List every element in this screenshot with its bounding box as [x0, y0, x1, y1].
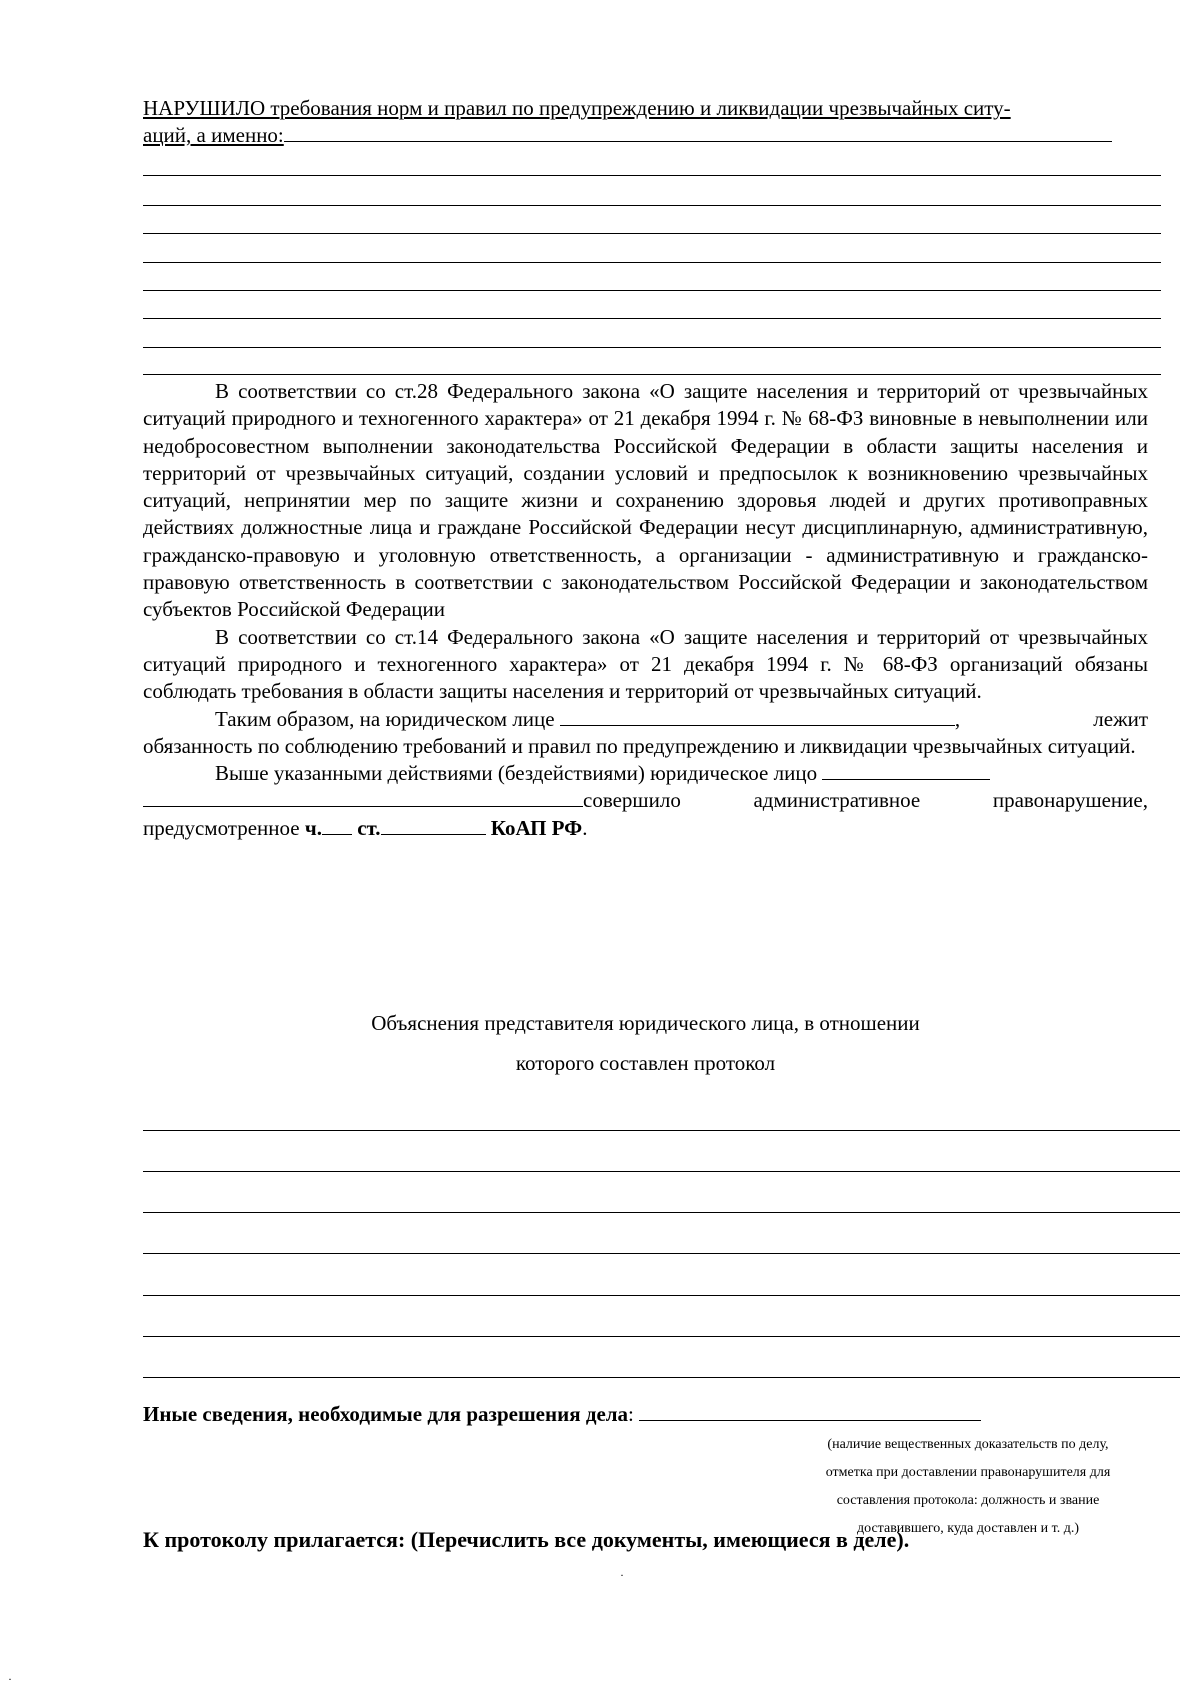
explanations-title-2: которого составлен протокол	[515, 1051, 776, 1075]
violation-line[interactable]	[143, 233, 1161, 234]
note-line: доставившего, куда доставлен и т. д.)	[857, 1521, 1079, 1536]
violation-line[interactable]	[143, 175, 1161, 176]
offense-word: правонарушение,	[992, 788, 1148, 813]
explanations-title-1: Объяснения представителя юридического лица, в отношении	[371, 1011, 920, 1035]
other-info	[143, 1402, 981, 1427]
koap-label: КоАП РФ	[490, 815, 583, 840]
other-info-blank[interactable]	[639, 1402, 981, 1421]
attachments-heading: К протоколу прилагается: (Перечислить все документы, имеющиеся в деле).	[143, 1527, 910, 1552]
explanation-line[interactable]	[143, 1336, 1180, 1337]
explanation-line[interactable]	[143, 1130, 1180, 1131]
other-info-label: Иные сведения, необходимые для разрешения дела	[143, 1402, 629, 1426]
actions-line	[143, 760, 1148, 787]
violation-line[interactable]	[143, 290, 1161, 291]
colon: :	[628, 1402, 634, 1426]
note-line: (наличие вещественных доказательств по делу,	[827, 1437, 1109, 1452]
violation-fill-line[interactable]	[284, 125, 1112, 142]
violation-line[interactable]	[143, 347, 1161, 348]
entity-name-blank-2[interactable]	[143, 788, 583, 807]
legal-entity-blank[interactable]	[560, 707, 955, 726]
explanation-line[interactable]	[143, 1171, 1180, 1172]
committed-word: совершило	[583, 788, 681, 813]
violation-line[interactable]	[143, 262, 1161, 263]
article-line	[143, 815, 1148, 842]
provided-word: предусмотренное	[143, 815, 300, 840]
article-label: ст.	[357, 815, 381, 840]
note-line: отметка при доставлении правонарушителя для	[825, 1465, 1111, 1480]
lezhit-word: лежит	[1093, 706, 1148, 731]
entity-name-blank-1[interactable]	[822, 761, 990, 780]
legal-entity-line	[143, 706, 1148, 733]
violation-line[interactable]	[143, 318, 1161, 319]
paragraph-art14: В соответствии со ст.14 Федерального закона «О защите населения и территорий от чрезвычайных ситуаций природного и техногенного характера» от 21 декабря 1994 г. № 68-ФЗ организаций обязаны соблюдать требования в области защиты населения и территорий от чрезвычайных ситуаций.	[143, 624, 1148, 704]
violation-intro	[143, 95, 1161, 149]
scan-speck: ·	[620, 1568, 624, 1582]
legal-text	[143, 378, 1148, 842]
administrative-word: административное	[753, 788, 921, 813]
comma: ,	[954, 706, 961, 731]
explanation-line[interactable]	[143, 1377, 1180, 1378]
paragraph-art28: В соответствии со ст.28 Федерального закона «О защите населения и территорий от чрезвычайных ситуаций природного и техногенного характера» от 21 декабря 1994 г. № 68-ФЗ виновные в невыполнении или недобросовестном выполнении законодательства Российской Федерации в области защиты населения и территорий от чрезвычайных ситуаций, создании условий и предпосылок к возникновению чрезвычайных ситуаций, непринятии мер по защите жизни и сохранению здоровья людей и других противоправных действиях должностные лица и граждане Российской Федерации несут дисциплинарную, административную, гражданско-правовую и уголовную ответственность, а организации - административную и гражданско-правовую ответственность в соответствии с законодательством Российской Федерации и законодательством субъектов Российской Федерации	[143, 379, 1148, 622]
note-line: составления протокола: должность и звание	[836, 1493, 1100, 1508]
offense-line	[143, 787, 1148, 814]
violation-intro-line1: НАРУШИЛО требования норм и правил по предупреждению и ликвидации чрезвычайных ситу-	[143, 96, 1011, 120]
explanation-line[interactable]	[143, 1295, 1180, 1296]
explanation-line[interactable]	[143, 1212, 1180, 1213]
violation-line[interactable]	[143, 205, 1161, 206]
explanation-line[interactable]	[143, 1253, 1180, 1254]
violation-line[interactable]	[143, 374, 1161, 375]
article-blank[interactable]	[381, 816, 486, 835]
part-label: ч.	[304, 815, 322, 840]
period: .	[582, 815, 588, 840]
actions-text: Выше указанными действиями (бездействиями) юридическое лицо	[215, 761, 818, 786]
obligation-text: обязанность по соблюдению требований и правил по предупреждению и ликвидации чрезвычайных ситуаций.	[143, 733, 1136, 758]
part-blank[interactable]	[322, 816, 352, 835]
scan-speck: ·	[8, 1672, 12, 1686]
legal-entity-text: Таким образом, на юридическом лице	[215, 706, 555, 731]
violation-intro-line2: аций, а именно:	[143, 123, 284, 147]
